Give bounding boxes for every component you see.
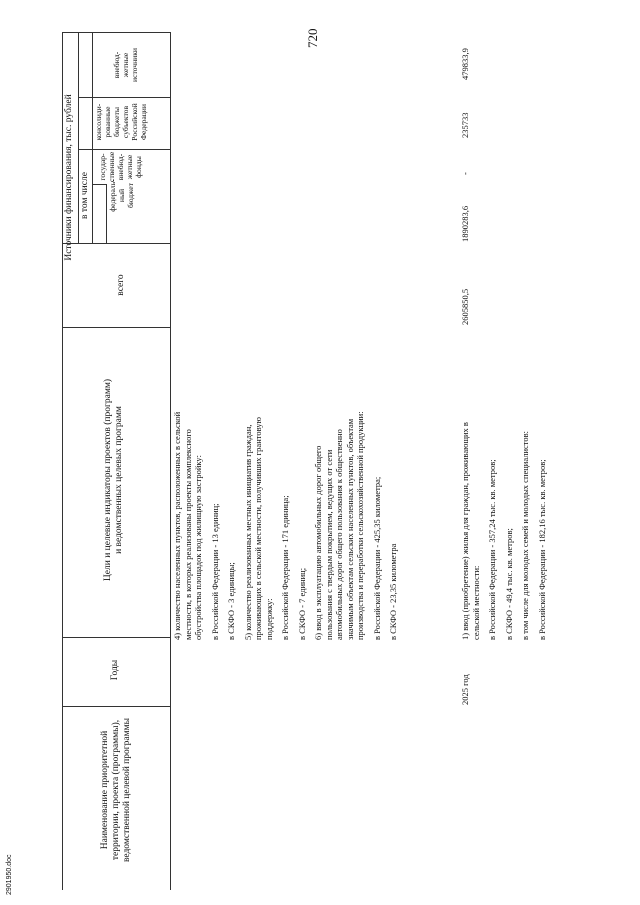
header-name-column: Наименование приоритетной территории, проекта (программы), ведомственной целевой программы — [100, 717, 132, 863]
page-number: 720 — [305, 28, 320, 48]
header-state-funds: государ- ственные внебюд- жетные фонды — [98, 151, 143, 182]
federal-2025: 1890283,6 — [460, 205, 470, 242]
goals-2025-block: 1) ввод (приобретение) жилья для граждан, проживающих в сельской местности: в Российской Федерации - 357,24 тыс. кв. метров; в СКФО - 49,4 тыс. кв. метров; в том числе для молодых семей и молодых специалистов: в Российской Федерации - 182,16 тыс. кв. метров; — [460, 422, 547, 640]
year-2025: 2025 год — [460, 674, 470, 705]
header-federal: федераль- ный бюджет — [108, 179, 135, 212]
goals-2024-block: 4) количество населенных пунктов, расположенных в сельской местности, в которых реализованы проекты комплексного обустройства площадок под жилищную застройку: в Российской Федерации - 13 единиц; в СКФО - 3 единицы; 5) количество реализованных местных инициатив граждан, проживающих в сельской местности, получивших грантовую поддержку: в Российской Федерации - 171 единица; в СКФО - 7 единиц; 6) ввод в эксплуатацию автомобильных дорог общего пользования с твердым покрытием, ведущих от сети автомобильных дорог общего пользования к общественно значимым объектам сельских населенных пунктов, объектам производства и переработки сельскохозяйственной продукции: в Российской Федерации - 425,35 километра; в СКФО - 23,35 километра — [172, 411, 398, 640]
header-including: в том числе — [80, 172, 90, 219]
extra-budget-2025: 479833,9 — [460, 48, 470, 80]
header-extra-budget: внебюд- жетные источники — [112, 48, 139, 82]
header-years-column: Годы — [110, 659, 120, 681]
consolidated-2025: 235733 — [460, 112, 470, 138]
header-sources: Источники финансирования, тыс. рублей — [64, 94, 74, 261]
total-2025: 2605850,5 — [460, 288, 470, 325]
header-consolidated: консолиди- рованные бюджеты субъектов Российской Федерации — [94, 103, 148, 141]
state-funds-2025: - — [460, 172, 470, 175]
doc-id: 2901950.doc — [6, 854, 13, 895]
header-goals-column: Цели и целевые индикаторы проектов (программ) и ведомственных целевых программ — [103, 378, 124, 582]
header-total: всего — [116, 274, 126, 296]
